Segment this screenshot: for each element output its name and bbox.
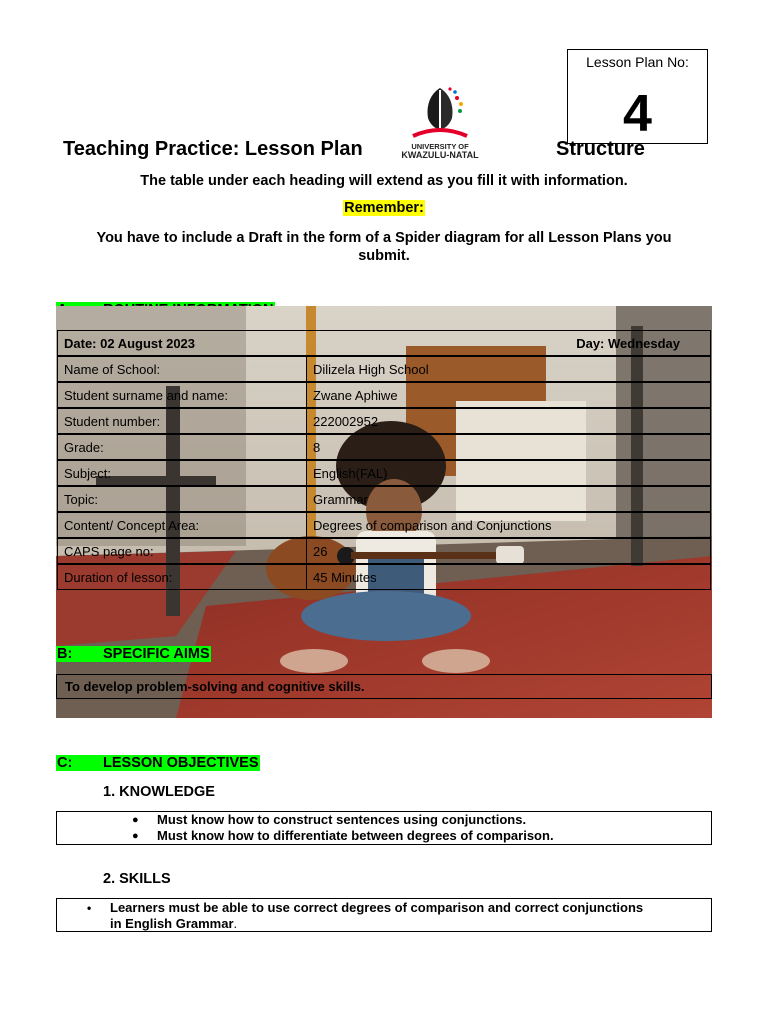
row-label: Subject: — [64, 466, 111, 481]
list-item: ● Must know how to differentiate between degrees of comparison. — [132, 828, 554, 843]
remember-line — [0, 200, 768, 216]
instruction-text: The table under each heading will extend as you fill it with information. — [140, 173, 628, 189]
university-logo — [397, 84, 483, 164]
ukzn-shield-icon — [397, 84, 483, 142]
lesson-plan-number: 4 — [623, 85, 652, 143]
section-c-title: LESSON OBJECTIVES — [103, 755, 259, 771]
table-row — [57, 382, 711, 408]
row-label: Name of School: — [64, 362, 161, 377]
row-label: Duration of lesson: — [64, 570, 173, 585]
logo-text-line2: KWAZULU-NATAL — [401, 150, 479, 160]
draft-note: You have to include a Draft in the form of a Spider diagram for all Lesson Plans you submit. — [96, 230, 672, 264]
page-title-suffix: Structure — [556, 138, 645, 160]
lesson-plan-label: Lesson Plan No: — [586, 54, 689, 70]
row-value: 26 — [313, 544, 328, 559]
row-value: Grammar — [313, 492, 368, 507]
table-row — [57, 512, 711, 538]
row-label: CAPS page no: — [64, 544, 154, 559]
specific-aims-box — [56, 674, 712, 699]
day-cell: Day: Wednesday — [576, 336, 680, 351]
section-b-heading — [56, 646, 211, 662]
row-label: Content/ Concept Area: — [64, 518, 200, 533]
table-row — [57, 460, 711, 486]
row-value: 8 — [313, 440, 321, 455]
bullet-icon: • — [87, 901, 92, 915]
page-title: Teaching Practice: Lesson Plan — [63, 138, 363, 160]
knowledge-heading: 1. KNOWLEDGE — [103, 784, 215, 800]
table-row — [57, 486, 711, 512]
row-label: Topic: — [64, 492, 98, 507]
bullet-icon: ● — [132, 814, 139, 826]
row-label: Grade: — [64, 440, 104, 455]
table-row — [57, 538, 711, 564]
specific-aim-text: To develop problem-solving and cognitive skills. — [65, 679, 365, 694]
section-b-letter: B: — [57, 646, 73, 662]
section-c-heading — [56, 755, 260, 771]
row-value: Dilizela High School — [313, 362, 429, 377]
row-value: English(FAL) — [313, 466, 388, 481]
date-day-row — [57, 330, 711, 356]
table-row — [57, 564, 711, 590]
remember-label: Remember: — [344, 200, 424, 216]
section-c-letter: C: — [57, 755, 73, 771]
lesson-plan-number-box — [567, 49, 708, 144]
table-row — [57, 356, 711, 382]
list-item: ● Must know how to construct sentences using conjunctions. — [132, 812, 527, 827]
table-row — [57, 408, 711, 434]
row-value: Zwane Aphiwe — [313, 388, 398, 403]
date-cell: Date: 02 August 2023 — [64, 336, 196, 351]
section-b-title: SPECIFIC AIMS — [103, 646, 210, 662]
skills-heading: 2. SKILLS — [103, 871, 171, 887]
skills-item: Learners must be able to use correct degrees of comparison and correct conjunctions in English Grammar. — [110, 900, 644, 931]
skills-box — [56, 898, 712, 932]
row-label: Student surname and name: — [64, 388, 229, 403]
row-value: Degrees of comparison and Conjunctions — [313, 518, 552, 533]
row-value: 45 Minutes — [313, 570, 377, 585]
table-row — [57, 434, 711, 460]
knowledge-box — [56, 811, 712, 845]
row-value: 222002952 — [313, 414, 379, 429]
logo-text-line1: UNIVERSITY OF — [411, 142, 469, 151]
row-label: Student number: — [64, 414, 161, 429]
bullet-icon: ● — [132, 830, 139, 842]
